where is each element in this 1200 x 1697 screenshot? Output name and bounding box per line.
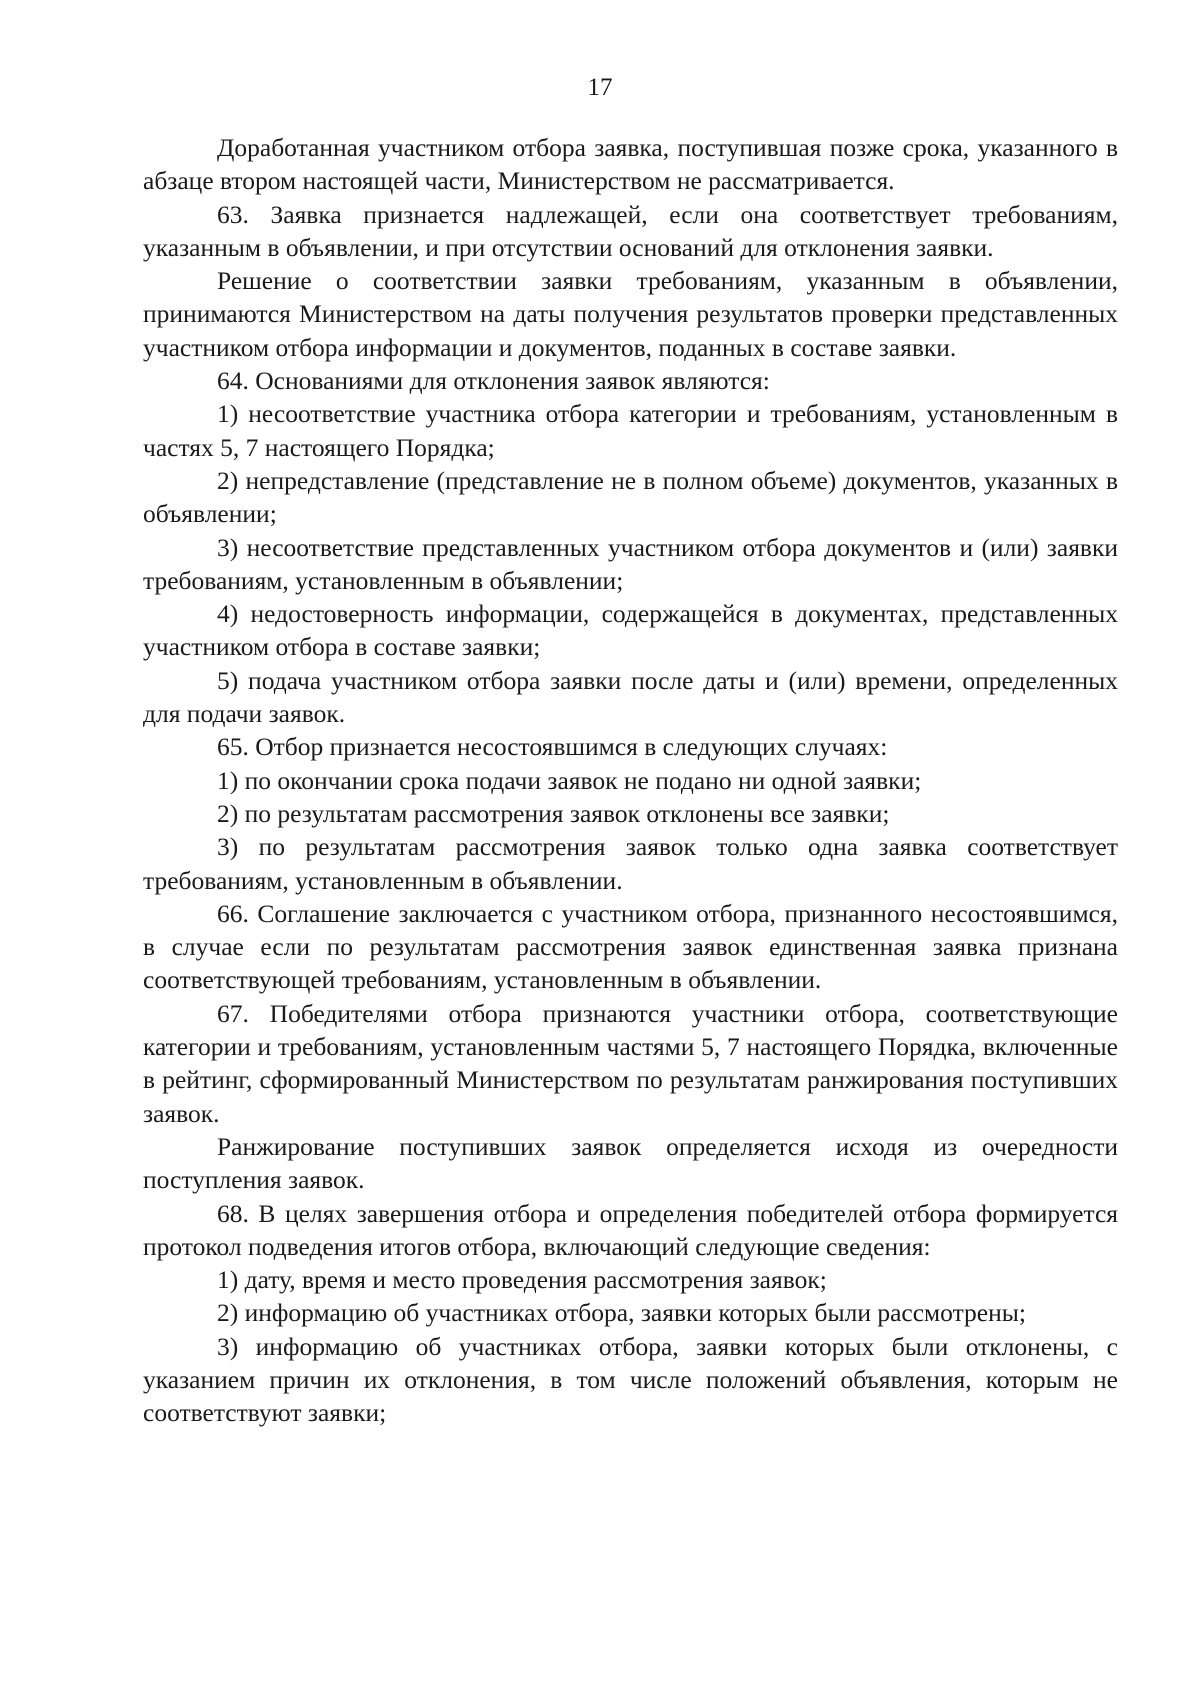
list-item-64-4: 4) недостоверность информации, содержащейся в документах, представленных участником отбора в составе заявки; — [143, 599, 1118, 662]
paragraph-65: 65. Отбор признается несостоявшимся в следующих случаях: — [217, 732, 888, 762]
page-number: 17 — [587, 74, 613, 101]
list-item-68-3: 3) информацию об участниках отбора, заявки которых были отклонены, с указанием причин их отклонения, в том числе положений объявления, которым не соответствуют заявки; — [143, 1331, 1118, 1428]
list-item-68-1: 1) дату, время и место проведения рассмотрения заявок; — [217, 1265, 827, 1295]
document-body — [143, 131, 1118, 1430]
paragraph-63: 63. Заявка признается надлежащей, если она соответствует требованиям, указанным в объявлении, и при отсутствии оснований для отклонения заявки. — [143, 199, 1118, 262]
paragraph-64: 64. Основаниями для отклонения заявок являются: — [217, 366, 770, 396]
list-item-64-3: 3) несоответствие представленных участником отбора документов и (или) заявки требованиям, установленным в объявлении; — [143, 532, 1118, 595]
paragraph-revised-application: Доработанная участником отбора заявка, поступившая позже срока, указанного в абзаце втором настоящей части, Министерством не рассматривается. — [143, 133, 1118, 196]
paragraph-67: 67. Победителями отбора признаются участники отбора, соответствующие категории и требованиям, установленным частями 5, 7 настоящего Порядка, включенные в рейтинг, сформированный Министерством по результатам ранжирования поступивших заявок. — [143, 998, 1118, 1128]
list-item-65-3: 3) по результатам рассмотрения заявок только одна заявка соответствует требованиям, установленным в объявлении. — [143, 832, 1118, 895]
paragraph-68: 68. В целях завершения отбора и определения победителей отбора формируется протокол подведения итогов отбора, включающий следующие сведения: — [143, 1198, 1118, 1261]
list-item-65-2: 2) по результатам рассмотрения заявок отклонены все заявки; — [217, 798, 890, 828]
list-item-64-5: 5) подача участником отбора заявки после даты и (или) времени, определенных для подачи заявок. — [143, 665, 1118, 729]
paragraph-decision: Решение о соответствии заявки требованиям, указанным в объявлении, принимаются Министерством на даты получения результатов проверки представленных участником отбора информации и документов, поданных в составе заявки. — [143, 266, 1118, 362]
list-item-64-2: 2) непредставление (представление не в полном объеме) документов, указанных в объявлении; — [143, 465, 1118, 529]
list-item-65-1: 1) по окончании срока подачи заявок не подано ни одной заявки; — [217, 765, 922, 795]
list-item-68-2: 2) информацию об участниках отбора, заявки которых были рассмотрены; — [217, 1298, 1026, 1328]
paragraph-ranking: Ранжирование поступивших заявок определяется исходя из очередности поступления заявок. — [143, 1131, 1118, 1195]
list-item-64-1: 1) несоответствие участника отбора категории и требованиям, установленным в частях 5, 7 настоящего Порядка; — [143, 399, 1118, 462]
paragraph-66: 66. Соглашение заключается с участником отбора, признанного несостоявшимся, в случае если по результатам рассмотрения заявок единственная заявка признана соответствующей требованиям, установленным в объявлении. — [143, 898, 1118, 995]
